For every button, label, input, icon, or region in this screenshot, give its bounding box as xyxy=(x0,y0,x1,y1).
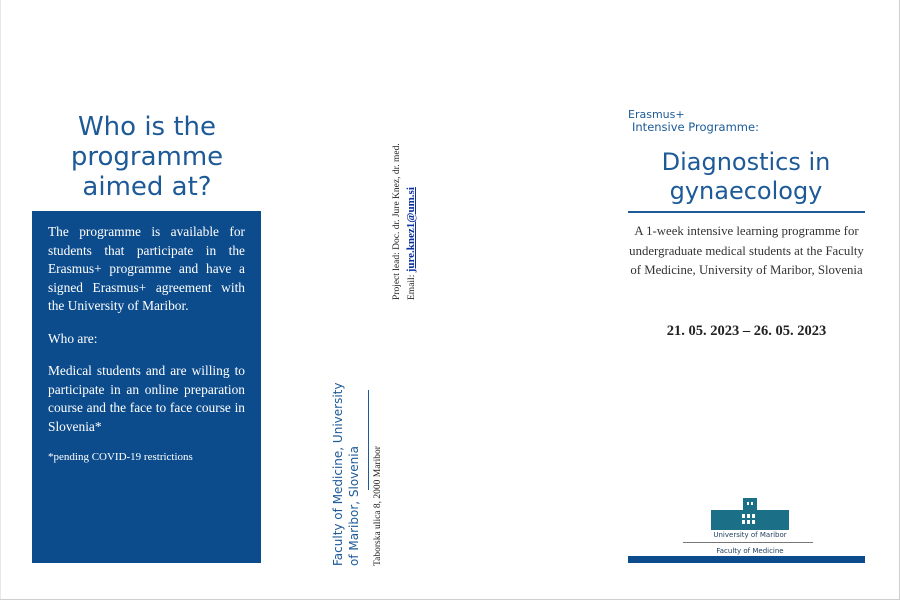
programme-title-line-1: Diagnostics in xyxy=(661,148,831,176)
programme-title-line-2: gynaecology xyxy=(669,177,823,205)
erasmus-label: Erasmus+ xyxy=(628,108,685,121)
covid-note: *pending COVID-19 restrictions xyxy=(48,451,193,463)
programme-description: A 1-week intensive learning programme for undergraduate medical students at the Faculty of Medicine, University of Maribor, Slovenia xyxy=(629,224,864,277)
audience-paragraph-who-are: Who are: xyxy=(48,330,98,346)
audience-heading-line-2: programme xyxy=(70,142,224,172)
faculty-name xyxy=(330,382,362,566)
programme-dates: 21. 05. 2023 – 26. 05. 2023 xyxy=(666,323,827,339)
audience-paragraph-requirements: Medical students and are willing to participate in an online preparation course and the face to face course in Slovenia* xyxy=(48,363,245,434)
audience-heading xyxy=(32,112,262,202)
title-underline xyxy=(628,211,865,213)
email-line xyxy=(404,187,419,300)
project-lead: Project lead: Doc. dr. Jure Knez, dr. med. xyxy=(392,143,402,300)
faculty-name-line-1: Faculty of Medicine, University xyxy=(331,382,345,566)
audience-info-box xyxy=(32,211,261,563)
audience-heading-line-1: Who is the xyxy=(77,112,217,142)
faculty-divider xyxy=(368,390,369,490)
faculty-name-line-2: of Maribor, Slovenia xyxy=(347,446,361,566)
intensive-programme-label: Intensive Programme: xyxy=(632,120,759,134)
brand-bar xyxy=(628,556,865,563)
logo-divider xyxy=(683,542,813,543)
faculty-address: Taborska ulica 8, 2000 Maribor xyxy=(373,446,383,566)
email-label: Email: xyxy=(407,274,417,300)
audience-heading-line-3: aimed at? xyxy=(82,172,212,202)
university-logo-label: University of Maribor xyxy=(713,531,787,539)
email-link[interactable]: jure.knez1@um.si xyxy=(405,187,417,273)
programme-title xyxy=(628,148,864,206)
faculty-logo-label: Faculty of Medicine xyxy=(716,547,784,555)
university-building-icon xyxy=(690,496,810,536)
audience-paragraph-availability: The programme is available for students that participate in the Erasmus+ programme and have a signed Erasmus+ agreement with the University of Maribor. xyxy=(48,224,245,313)
page-edge-left xyxy=(0,0,1,600)
